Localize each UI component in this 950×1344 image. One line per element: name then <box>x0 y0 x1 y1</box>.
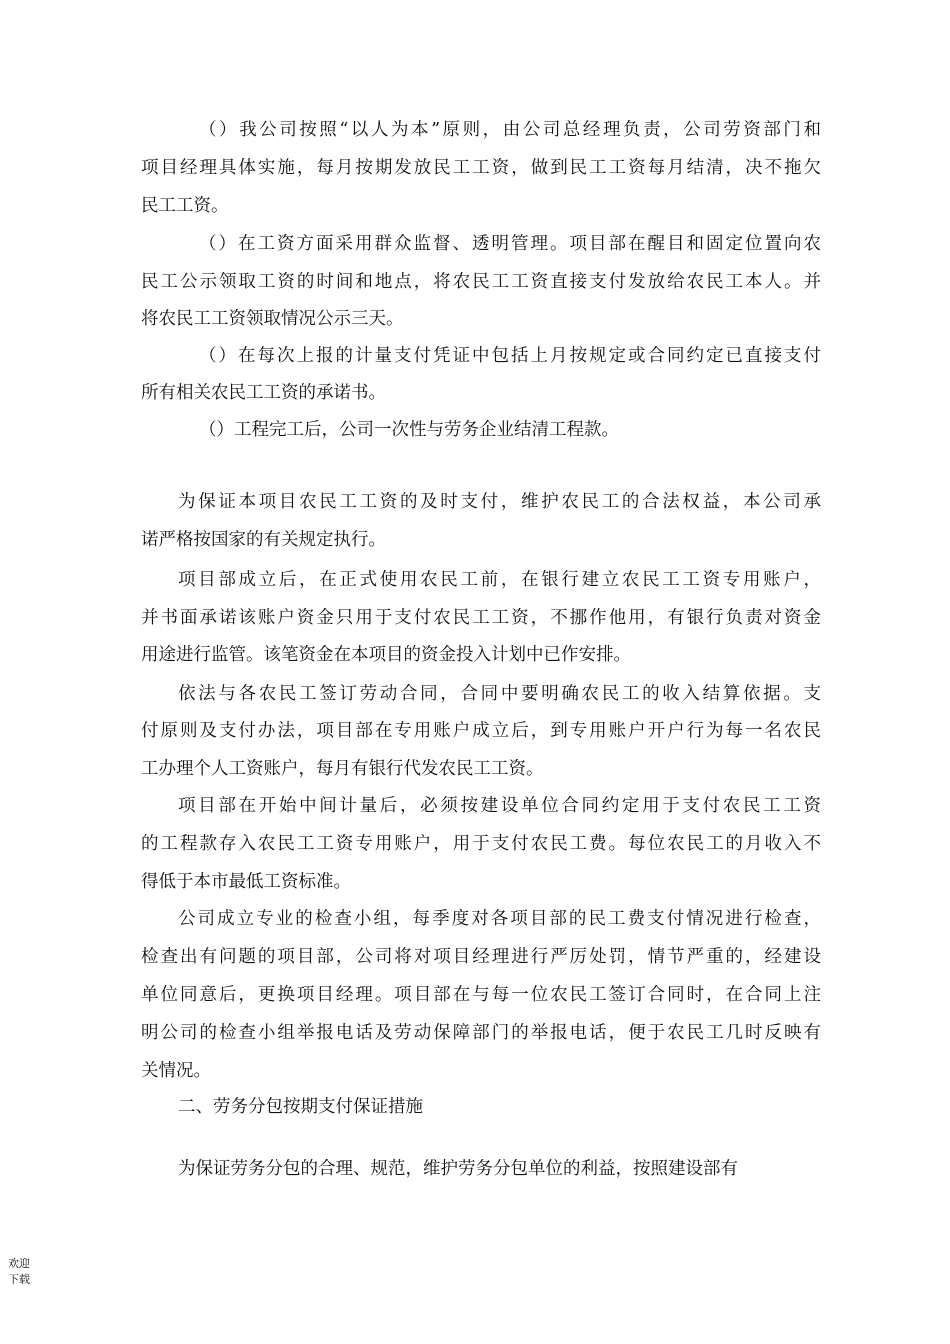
paragraph-line: 项目部在开始中间计量后，必须按建设单位合同约定用于支付农民工工资 <box>178 796 821 816</box>
paragraph-line: 诺严格按国家的有关规定执行。 <box>141 530 386 550</box>
paragraph-line: 为保证本项目农民工工资的及时支付，维护农民工的合法权益，本公司承 <box>178 492 821 512</box>
footer-line: 欢迎 <box>8 1257 30 1270</box>
paragraph-line: 民工公示领取工资的时间和地点，将农民工工资直接支付发放给农民工本人。并 <box>141 272 821 292</box>
paragraph-line: 并书面承诺该账户资金只用于支付农民工工资，不挪作他用，有银行负责对资金 <box>141 608 821 628</box>
paragraph-line: 用途进行监管。该笔资金在本项目的资金投入计划中已作安排。 <box>141 645 631 665</box>
paragraph-line: 将农民工工资领取情况公示三天。 <box>141 309 404 329</box>
paragraph-line: 关情况。 <box>141 1061 211 1081</box>
paragraph-line: 单位同意后，更换项目经理。项目部在与每一位农民工签订合同时，在合同上注 <box>141 985 821 1005</box>
paragraph-line: 得低于本市最低工资标准。 <box>141 872 351 892</box>
section-heading: 二、劳务分包按期支付保证措施 <box>178 1097 423 1117</box>
paragraph-line: 为保证劳务分包的合理、规范，维护劳务分包单位的利益，按照建设部有 <box>178 1159 738 1179</box>
paragraph-line: 明公司的检查小组举报电话及劳动保障部门的举报电话，便于农民工几时反映有 <box>141 1023 821 1043</box>
paragraph-line: （）我公司按照“以人为本”原则，由公司总经理负责，公司劳资部门和 <box>199 120 821 140</box>
paragraph-line: 依法与各农民工签订劳动合同，合同中要明确农民工的收入结算依据。支 <box>178 684 821 704</box>
paragraph-line: 工办理个人工资账户，每月有银行代发农民工工资。 <box>141 759 544 779</box>
paragraph-line: （）在工资方面采用群众监督、透明管理。项目部在醒目和固定位置向农 <box>199 234 821 254</box>
paragraph-line: （）工程完工后，公司一次性与劳务企业结清工程款。 <box>199 420 619 440</box>
paragraph-line: 民工工资。 <box>141 196 229 216</box>
paragraph-line: 检查出有问题的项目部，公司将对项目经理进行严厉处罚，情节严重的，经建设 <box>141 947 821 967</box>
paragraph-line: 公司成立专业的检查小组，每季度对各项目部的民工费支付情况进行检查， <box>178 909 821 929</box>
footer-line: 下载 <box>8 1273 30 1286</box>
paragraph-line: 付原则及支付办法，项目部在专用账户成立后，到专用账户开户行为每一名农民 <box>141 721 821 741</box>
paragraph-line: 所有相关农民工工资的承诺书。 <box>141 383 386 403</box>
paragraph-line: 的工程款存入农民工工资专用账户，用于支付农民工费。每位农民工的月收入不 <box>141 834 821 854</box>
paragraph-line: 项目部成立后，在正式使用农民工前，在银行建立农民工工资专用账户， <box>178 570 821 590</box>
footer-note <box>8 1256 48 1288</box>
paragraph-line: （）在每次上报的计量支付凭证中包括上月按规定或合同约定已直接支付 <box>199 346 821 366</box>
paragraph-line: 项目经理具体实施，每月按期发放民工工资，做到民工工资每月结清，决不拖欠 <box>141 158 821 178</box>
